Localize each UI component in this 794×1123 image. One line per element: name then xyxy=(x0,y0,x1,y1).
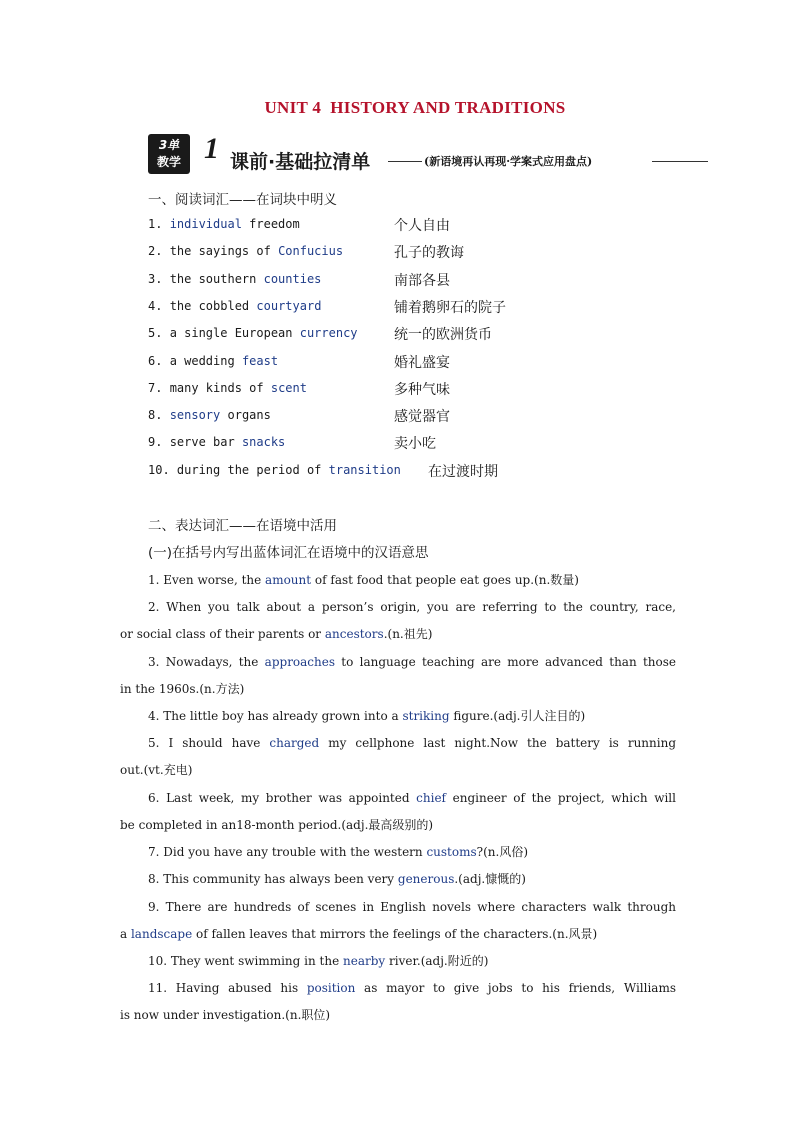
section2-subheading: (一)在括号内写出蓝体词汇在语境中的汉语意思 xyxy=(148,545,429,561)
vocab-number: 9. xyxy=(148,435,170,450)
vocab-meaning: 铺着鹅卵石的院子 xyxy=(394,299,506,316)
sentence-item xyxy=(120,649,676,703)
vocab-keyword: snacks xyxy=(241,435,286,450)
keyword: ancestors xyxy=(324,627,384,641)
sentence-text: ) xyxy=(523,845,529,859)
sentence-text: ) xyxy=(574,573,579,587)
sentence-item xyxy=(120,866,676,893)
vocab-keyword: counties xyxy=(263,271,322,286)
vocab-keyword: feast xyxy=(241,353,279,368)
banner-title: 课前·基础拉清单 xyxy=(230,151,371,173)
sentence-text: 1. Even worse, the xyxy=(148,573,266,587)
vocab-text: organs xyxy=(220,408,271,423)
sentence-text: .( xyxy=(454,872,463,886)
sentence-text: engineer of the project, which will xyxy=(446,791,676,805)
banner-rule-right xyxy=(652,161,708,162)
sentence-text: ) xyxy=(592,927,598,941)
sentence-line xyxy=(120,703,676,730)
sentence-text: 11. Having abused his xyxy=(148,981,307,995)
sentence-text: 方法 xyxy=(215,682,240,696)
keyword: approaches xyxy=(264,655,336,669)
sentence-text: 3. Nowadays, the xyxy=(148,655,265,669)
keyword: landscape xyxy=(130,927,193,941)
vocab-number: 10. xyxy=(148,462,177,477)
sentence-line xyxy=(120,649,676,676)
sentence-line xyxy=(120,594,676,621)
vocab-text: a wedding xyxy=(169,353,242,368)
sentence-item xyxy=(120,785,676,839)
sentence-item xyxy=(120,894,676,948)
sentence-text: my cellphone last night.Now the battery is running xyxy=(319,736,676,750)
keyword: position xyxy=(306,981,356,995)
sentence-line xyxy=(120,621,676,648)
vocab-number: 3. xyxy=(148,271,170,286)
sentence-line xyxy=(120,866,676,893)
sentence-text: ) xyxy=(187,763,193,777)
sentence-text: 9. There are hundreds of scenes in English novels where characters walk through xyxy=(148,900,676,914)
sentence-line xyxy=(120,975,676,1002)
sentence-text: n. xyxy=(556,927,569,941)
section2-heading: 二、表达词汇——在语境中活用 xyxy=(148,518,337,534)
sentence-line xyxy=(120,730,676,757)
sentence-text: out.( xyxy=(120,763,149,777)
sentence-line xyxy=(120,921,676,948)
vocab-text: during the period of xyxy=(176,462,329,477)
badge-top: 3单 xyxy=(158,138,180,152)
sentence-line xyxy=(120,839,676,866)
vocab-number: 8. xyxy=(148,408,170,423)
sentence-line xyxy=(120,567,676,594)
sentence-item xyxy=(120,975,676,1029)
sentence-text: 附近的 xyxy=(447,954,484,968)
sentence-text: .( xyxy=(383,627,393,641)
vocab-meaning: 孔子的教诲 xyxy=(394,245,464,262)
sentence-text: ) xyxy=(521,872,526,886)
sentence-line xyxy=(120,894,676,921)
sentence-line xyxy=(120,948,676,975)
sentence-text: adj. xyxy=(462,872,486,886)
sentence-text: n. xyxy=(289,1008,302,1022)
vocab-text: a single European xyxy=(169,326,300,341)
sentence-text: adj. xyxy=(498,709,521,723)
vocab-phrase xyxy=(148,272,321,286)
sentence-text: to language teaching are more advanced than those xyxy=(335,655,676,669)
vocab-meaning: 南部各县 xyxy=(394,272,450,289)
vocab-meaning: 多种气味 xyxy=(394,381,450,398)
vocab-keyword: sensory xyxy=(169,408,221,423)
vocab-keyword: Confucius xyxy=(278,244,344,259)
vocab-keyword: courtyard xyxy=(256,298,322,313)
sentence-text: 风景 xyxy=(568,927,593,941)
vocab-text: freedom xyxy=(241,217,300,231)
sentence-text: ) xyxy=(483,954,489,968)
vocab-meaning: 统一的欧洲货币 xyxy=(394,327,492,344)
sentence-text: as mayor to give jobs to his friends, Williams xyxy=(355,981,676,995)
unit-title: UNIT 4 HISTORY AND TRADITIONS xyxy=(264,98,566,117)
sentence-text: ) xyxy=(580,709,586,723)
keyword: chief xyxy=(416,791,447,805)
vocab-phrase xyxy=(148,326,358,340)
sentence-text: 慷慨的 xyxy=(485,872,522,886)
sentence-item xyxy=(120,703,676,730)
banner-number: 1 xyxy=(204,132,219,165)
sentence-text: adj. xyxy=(425,954,448,968)
vocab-phrase xyxy=(148,408,271,422)
sentence-line xyxy=(120,812,676,839)
banner-rule-left xyxy=(388,161,422,162)
vocab-phrase xyxy=(148,463,401,477)
banner-subtitle: (新语境再认再现·学案式应用盘点) xyxy=(424,155,593,168)
vocab-keyword: scent xyxy=(270,380,307,395)
sentence-text: 5. I should have xyxy=(148,736,270,750)
badge-icon xyxy=(148,134,190,174)
sentence-text: 10. They went swimming in the xyxy=(148,954,343,968)
sentence-text: be completed in an18-month period.( xyxy=(120,818,347,832)
keyword: generous xyxy=(397,872,455,886)
vocab-number: 5. xyxy=(148,326,170,341)
vocab-keyword: currency xyxy=(299,326,358,341)
sentence-text: of fast food that people eat goes up.( xyxy=(311,573,539,587)
sentence-text: river.( xyxy=(385,954,426,968)
keyword: striking xyxy=(402,709,450,723)
sentence-item xyxy=(120,594,676,648)
sentence-text: adj. xyxy=(346,818,369,832)
vocab-number: 6. xyxy=(148,353,170,368)
sentence-text: figure.( xyxy=(449,709,499,723)
section1-heading: 一、阅读词汇——在词块中明义 xyxy=(148,192,337,208)
sentence-text: or social class of their parents or xyxy=(120,627,325,641)
vocab-meaning: 在过渡时期 xyxy=(428,463,498,480)
vocab-phrase xyxy=(148,381,307,395)
section-banner xyxy=(148,134,708,176)
sentence-text: 充电 xyxy=(163,763,188,777)
sentence-text: ) xyxy=(325,1008,331,1022)
sentence-text: of fallen leaves that mirrors the feelings of the characters.( xyxy=(192,927,557,941)
sentence-text: 2. When you talk about a person’s origin, you are referring to the country, race, xyxy=(148,600,676,614)
vocab-meaning: 个人自由 xyxy=(394,218,450,234)
sentence-text: ) xyxy=(427,627,433,641)
sentence-item xyxy=(120,948,676,975)
vocab-phrase xyxy=(148,354,278,368)
sentence-text: 7. Did you have any trouble with the western xyxy=(148,845,427,859)
vocab-meaning: 感觉器官 xyxy=(394,409,450,426)
sentence-text: n. xyxy=(538,573,551,587)
sentence-text: 数量 xyxy=(550,573,575,587)
sentence-text: ) xyxy=(239,682,245,696)
sentence-text: is now under investigation.( xyxy=(120,1008,290,1022)
sentence-text: 风俗 xyxy=(499,845,524,859)
sentence-text: n. xyxy=(487,845,500,859)
vocab-keyword: transition xyxy=(328,462,401,477)
vocab-number: 4. xyxy=(148,298,170,313)
sentence-text: ) xyxy=(428,818,434,832)
sentence-text: 6. Last week, my brother was appointed xyxy=(148,791,417,805)
badge-bottom: 教学 xyxy=(156,155,181,169)
vocab-phrase xyxy=(148,244,343,258)
keyword: amount xyxy=(265,573,312,587)
vocab-keyword: individual xyxy=(169,217,242,231)
sentence-text: 最高级别的 xyxy=(368,818,429,832)
vocab-number: 1. xyxy=(148,217,170,231)
sentence-text: vt. xyxy=(148,763,164,777)
keyword: nearby xyxy=(343,954,386,968)
sentence-text: 职位 xyxy=(301,1008,326,1022)
sentence-item xyxy=(120,839,676,866)
sentence-line xyxy=(120,757,676,784)
vocab-meaning: 婚礼盛宴 xyxy=(394,354,450,371)
keyword: customs xyxy=(426,845,477,859)
sentence-line xyxy=(120,1002,676,1029)
sentence-text: in the 1960s.( xyxy=(120,682,205,696)
sentence-text: 祖先 xyxy=(403,627,428,641)
sentence-item xyxy=(120,730,676,784)
vocab-phrase xyxy=(148,299,321,313)
vocab-text: the southern xyxy=(169,271,264,286)
sentence-text: n. xyxy=(392,627,404,641)
sentence-text: 4. The little boy has already grown into a xyxy=(148,709,403,723)
vocab-number: 7. xyxy=(148,380,170,395)
vocab-text: the cobbled xyxy=(169,298,257,313)
sentence-item xyxy=(120,567,676,594)
sentence-text: a xyxy=(120,927,131,941)
vocab-text: the sayings of xyxy=(169,244,279,259)
vocab-meaning: 卖小吃 xyxy=(394,436,436,453)
sentence-text: n. xyxy=(204,682,216,696)
sentence-line xyxy=(120,676,676,703)
sentence-text: 8. This community has always been very xyxy=(148,872,398,886)
keyword: charged xyxy=(269,736,320,750)
vocab-phrase xyxy=(148,217,300,231)
vocab-phrase xyxy=(148,435,285,449)
vocab-text: many kinds of xyxy=(169,380,271,395)
sentence-text: 引人注目的 xyxy=(520,709,581,723)
vocab-number: 2. xyxy=(148,244,170,259)
sentence-line xyxy=(120,785,676,812)
vocab-text: serve bar xyxy=(169,435,242,450)
sentence-text: ?( xyxy=(476,845,488,859)
